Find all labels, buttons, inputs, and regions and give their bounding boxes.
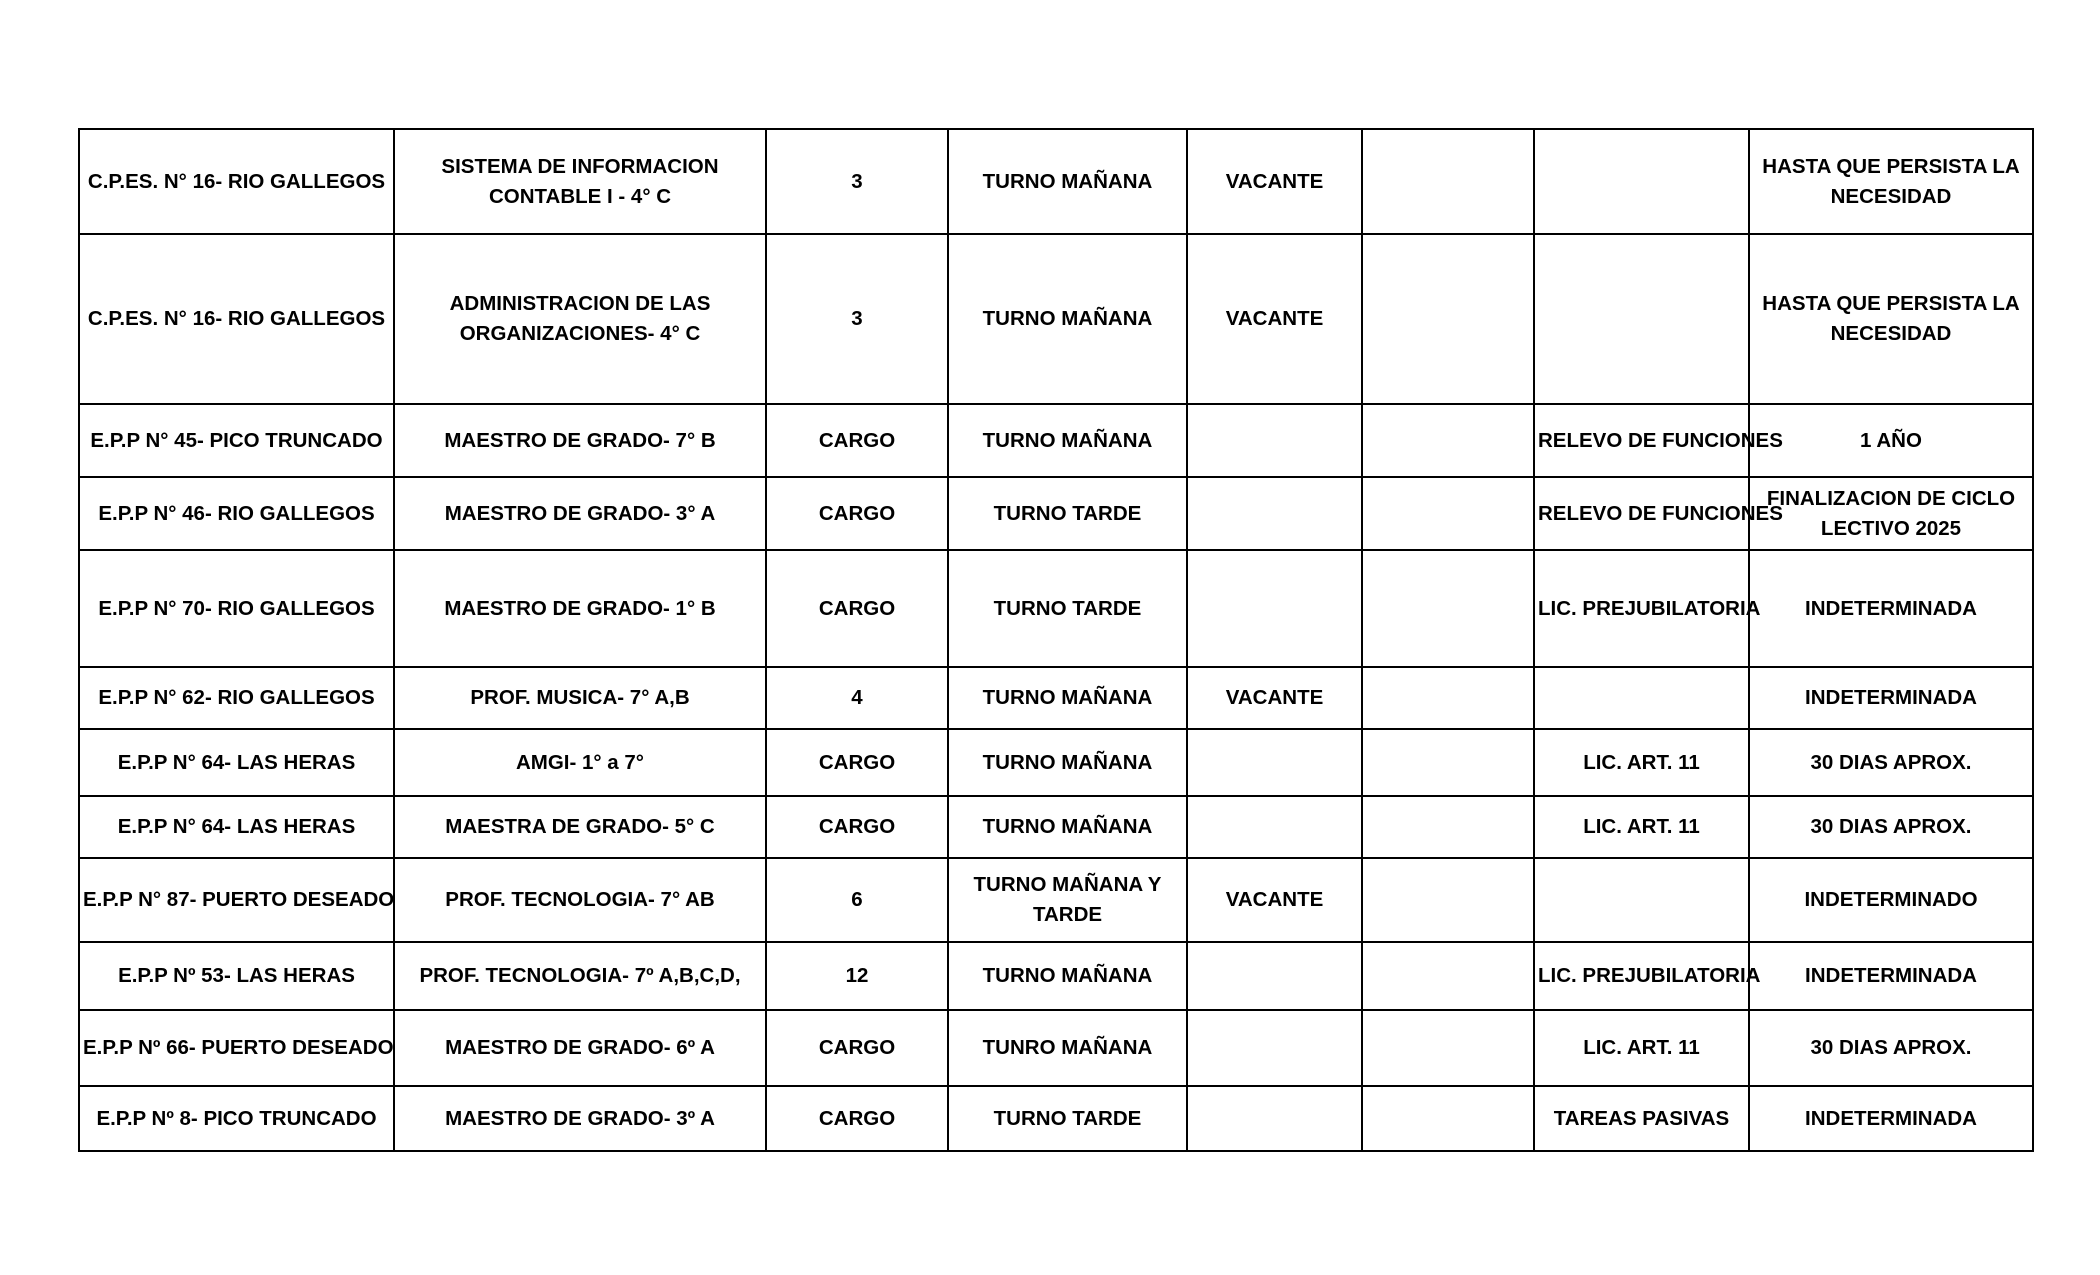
cell-status: VACANTE: [1187, 129, 1362, 234]
table-row: [79, 129, 2033, 234]
cell-shift: TURNO TARDE: [948, 477, 1187, 550]
cell-school: E.P.P N° 45- PICO TRUNCADO: [79, 404, 394, 477]
cell-hours: CARGO: [766, 796, 948, 858]
cell-school: E.P.P Nº 8- PICO TRUNCADO: [79, 1086, 394, 1151]
cell-school: E.P.P N° 87- PUERTO DESEADO: [79, 858, 394, 942]
cell-hours: CARGO: [766, 1086, 948, 1151]
cell-duration: HASTA QUE PERSISTA LA NECESIDAD: [1749, 234, 2033, 404]
cell-status: VACANTE: [1187, 234, 1362, 404]
table-row: [79, 404, 2033, 477]
table-row: [79, 858, 2033, 942]
cell-reason: LIC. ART. 11: [1534, 796, 1749, 858]
cell-school: E.P.P N° 46- RIO GALLEGOS: [79, 477, 394, 550]
cell-subject: MAESTRO DE GRADO- 6º A: [394, 1010, 766, 1086]
cell-duration: 30 DIAS APROX.: [1749, 796, 2033, 858]
cell-school: C.P.ES. N° 16- RIO GALLEGOS: [79, 129, 394, 234]
cell-subject: PROF. TECNOLOGIA- 7º A,B,C,D,: [394, 942, 766, 1010]
cell-reason: TAREAS PASIVAS: [1534, 1086, 1749, 1151]
cell-status: [1187, 1010, 1362, 1086]
table-row: [79, 1086, 2033, 1151]
cell-reason: LIC. PREJUBILATORIA: [1534, 942, 1749, 1010]
cell-status: VACANTE: [1187, 858, 1362, 942]
cell-extra: [1362, 477, 1534, 550]
cell-subject: PROF. MUSICA- 7° A,B: [394, 667, 766, 729]
table-row: [79, 796, 2033, 858]
table-row: [79, 1010, 2033, 1086]
table-body: [79, 129, 2033, 1151]
cell-shift: TURNO MAÑANA: [948, 667, 1187, 729]
cell-hours: CARGO: [766, 550, 948, 667]
cell-subject: AMGI- 1° a 7°: [394, 729, 766, 796]
cell-duration: FINALIZACION DE CICLO LECTIVO 2025: [1749, 477, 2033, 550]
cell-hours: 3: [766, 234, 948, 404]
cell-status: [1187, 729, 1362, 796]
cell-duration: INDETERMINADA: [1749, 667, 2033, 729]
table-row: [79, 477, 2033, 550]
cell-extra: [1362, 404, 1534, 477]
cell-school: E.P.P Nº 53- LAS HERAS: [79, 942, 394, 1010]
cell-shift: TURNO MAÑANA: [948, 796, 1187, 858]
cell-reason: LIC. PREJUBILATORIA: [1534, 550, 1749, 667]
cell-subject: MAESTRO DE GRADO- 1° B: [394, 550, 766, 667]
cell-reason: [1534, 858, 1749, 942]
cell-subject: MAESTRO DE GRADO- 3° A: [394, 477, 766, 550]
cell-reason: LIC. ART. 11: [1534, 729, 1749, 796]
cell-status: [1187, 796, 1362, 858]
cell-shift: TURNO MAÑANA: [948, 234, 1187, 404]
cell-status: VACANTE: [1187, 667, 1362, 729]
cell-subject: MAESTRO DE GRADO- 7° B: [394, 404, 766, 477]
cell-shift: TURNO MAÑANA: [948, 729, 1187, 796]
cell-extra: [1362, 667, 1534, 729]
cell-school: E.P.P N° 70- RIO GALLEGOS: [79, 550, 394, 667]
table-row: [79, 234, 2033, 404]
cell-reason: [1534, 667, 1749, 729]
cell-status: [1187, 1086, 1362, 1151]
cell-extra: [1362, 858, 1534, 942]
cell-hours: CARGO: [766, 477, 948, 550]
cell-status: [1187, 550, 1362, 667]
cell-hours: 12: [766, 942, 948, 1010]
cell-extra: [1362, 129, 1534, 234]
cell-extra: [1362, 550, 1534, 667]
cell-school: E.P.P N° 64- LAS HERAS: [79, 729, 394, 796]
cell-duration: 30 DIAS APROX.: [1749, 1010, 2033, 1086]
cell-subject: MAESTRA DE GRADO- 5° C: [394, 796, 766, 858]
table-row: [79, 729, 2033, 796]
cell-status: [1187, 404, 1362, 477]
cell-hours: CARGO: [766, 729, 948, 796]
cell-status: [1187, 942, 1362, 1010]
cell-hours: CARGO: [766, 1010, 948, 1086]
cell-shift: TURNO MAÑANA Y TARDE: [948, 858, 1187, 942]
cell-shift: TURNO MAÑANA: [948, 942, 1187, 1010]
cell-extra: [1362, 1010, 1534, 1086]
cell-shift: TURNO TARDE: [948, 550, 1187, 667]
cell-reason: RELEVO DE FUNCIONES: [1534, 404, 1749, 477]
cell-hours: CARGO: [766, 404, 948, 477]
cell-shift: TURNO MAÑANA: [948, 404, 1187, 477]
cell-hours: 4: [766, 667, 948, 729]
cell-extra: [1362, 1086, 1534, 1151]
cell-duration: INDETERMINADO: [1749, 858, 2033, 942]
cell-duration: 1 AÑO: [1749, 404, 2033, 477]
cell-duration: 30 DIAS APROX.: [1749, 729, 2033, 796]
cell-reason: [1534, 129, 1749, 234]
cell-duration: HASTA QUE PERSISTA LA NECESIDAD: [1749, 129, 2033, 234]
cell-school: E.P.P Nº 66- PUERTO DESEADO: [79, 1010, 394, 1086]
cell-status: [1187, 477, 1362, 550]
cell-shift: TURNO TARDE: [948, 1086, 1187, 1151]
table-row: [79, 942, 2033, 1010]
cell-hours: 6: [766, 858, 948, 942]
cell-school: E.P.P N° 64- LAS HERAS: [79, 796, 394, 858]
cell-reason: RELEVO DE FUNCIONES: [1534, 477, 1749, 550]
cell-extra: [1362, 942, 1534, 1010]
cell-school: E.P.P N° 62- RIO GALLEGOS: [79, 667, 394, 729]
cell-extra: [1362, 796, 1534, 858]
cell-hours: 3: [766, 129, 948, 234]
cell-duration: INDETERMINADA: [1749, 550, 2033, 667]
cell-duration: INDETERMINADA: [1749, 1086, 2033, 1151]
vacancy-table: [78, 128, 2034, 1152]
cell-reason: LIC. ART. 11: [1534, 1010, 1749, 1086]
cell-shift: TUNRO MAÑANA: [948, 1010, 1187, 1086]
cell-reason: [1534, 234, 1749, 404]
cell-subject: ADMINISTRACION DE LAS ORGANIZACIONES- 4° C: [394, 234, 766, 404]
cell-duration: INDETERMINADA: [1749, 942, 2033, 1010]
cell-subject: MAESTRO DE GRADO- 3º A: [394, 1086, 766, 1151]
cell-extra: [1362, 729, 1534, 796]
cell-extra: [1362, 234, 1534, 404]
table-row: [79, 667, 2033, 729]
cell-subject: PROF. TECNOLOGIA- 7° AB: [394, 858, 766, 942]
cell-school: C.P.ES. N° 16- RIO GALLEGOS: [79, 234, 394, 404]
cell-shift: TURNO MAÑANA: [948, 129, 1187, 234]
table-row: [79, 550, 2033, 667]
cell-subject: SISTEMA DE INFORMACION CONTABLE I - 4° C: [394, 129, 766, 234]
